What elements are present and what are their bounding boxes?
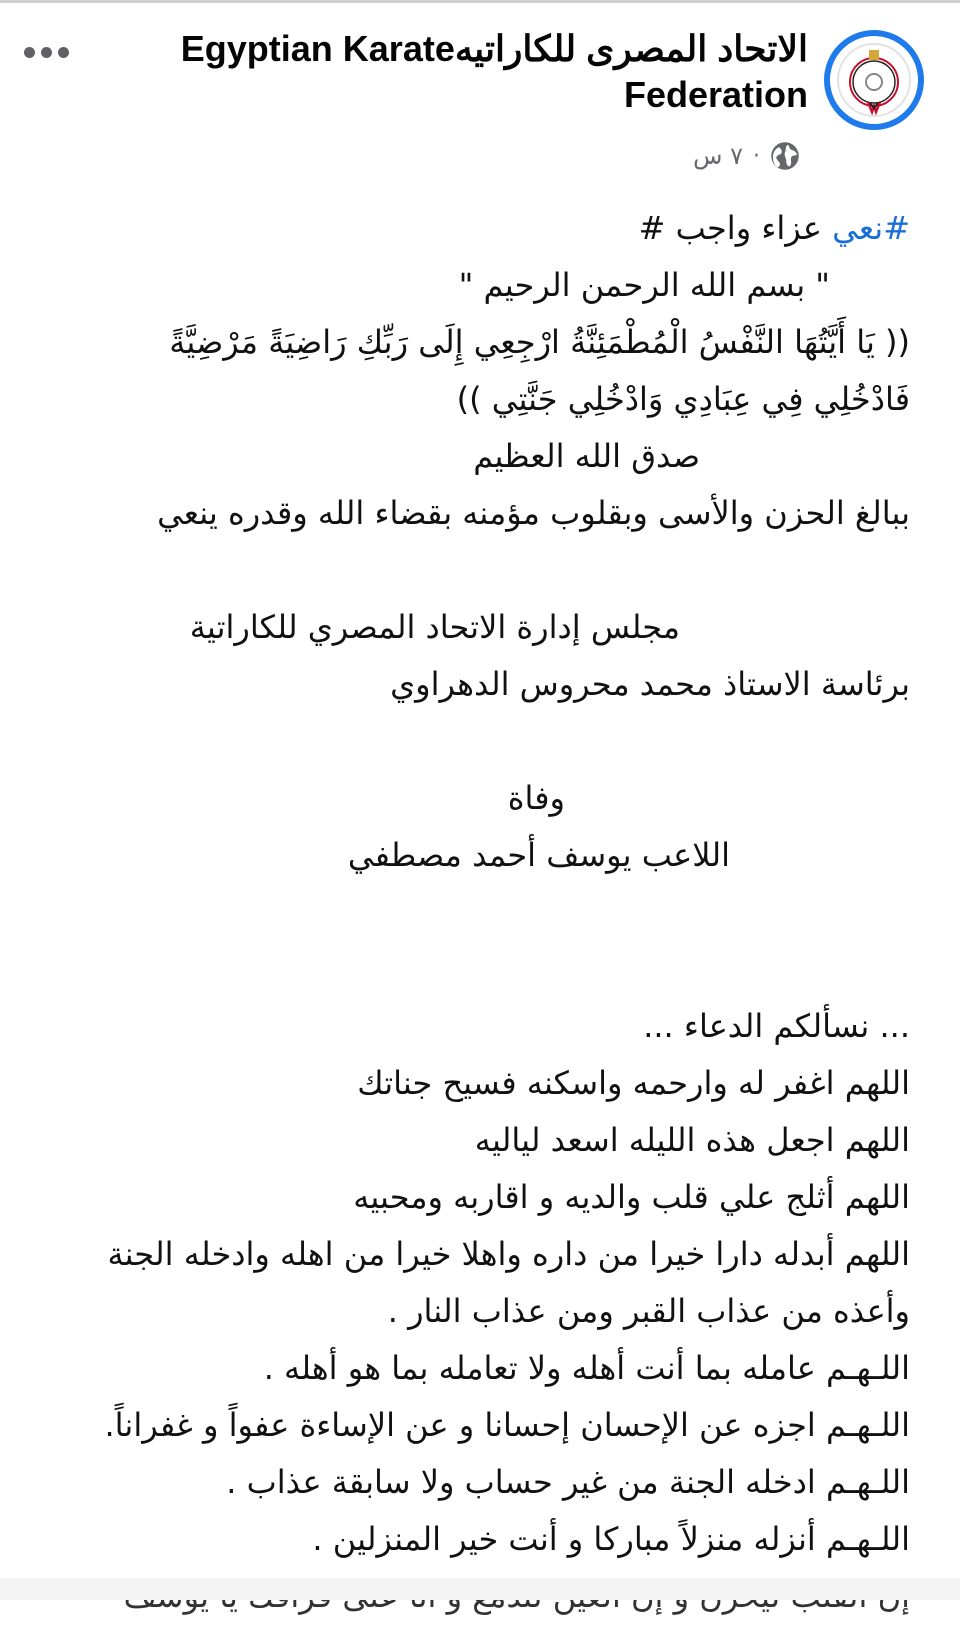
title-text: عزاء واجب # (638, 209, 833, 247)
spacer (30, 941, 910, 998)
more-horizontal-icon (58, 47, 69, 58)
prayer-line: اللهم أثلج علي قلب والديه و اقاربه ومحبيه (353, 1178, 910, 1216)
hashtag-link[interactable]: #نعي (832, 209, 910, 247)
bottom-edge (0, 1578, 960, 1600)
wafat-line: وفاة (507, 779, 565, 817)
page-name-link[interactable]: الاتحاد المصرى للكاراتيهEgyptian Karate Federation (180, 28, 808, 115)
post-meta (693, 138, 800, 174)
avatar[interactable] (824, 30, 924, 130)
sadaq-line: صدق الله العظيم (473, 437, 700, 475)
more-options-button[interactable] (24, 40, 74, 64)
post-text (30, 200, 910, 1625)
spacer (30, 542, 910, 599)
meta-separator: · (753, 143, 760, 169)
player-name-line: اللاعب يوسف أحمد مصطفي (347, 836, 730, 874)
council-line: مجلس إدارة الاتحاد المصري للكاراتية (189, 608, 680, 646)
spacer (30, 713, 910, 770)
prayer-line: اللـهـم عامله بما أنت أهله ولا تعامله بما هو أهله . (263, 1349, 910, 1387)
spacer (30, 884, 910, 941)
timestamp-link[interactable]: ٧ س (693, 142, 743, 170)
post-header (0, 0, 960, 190)
post-title-line (30, 200, 910, 257)
more-horizontal-icon (24, 47, 35, 58)
prayer-line: وأعذه من عذاب القبر ومن عذاب النار . (387, 1292, 910, 1330)
prayer-line: اللـهـم اجزه عن الإحسان إحسانا و عن الإساءة عفواً و غفراناً. (104, 1406, 910, 1444)
more-horizontal-icon (41, 47, 52, 58)
federation-logo-icon (834, 40, 914, 120)
prayer-line: اللـهـم أنزله منزلاً مباركا و أنت خير المنزلين . (312, 1520, 910, 1558)
globe-icon[interactable] (770, 141, 800, 171)
president-line: برئاسة الاستاذ محمد محروس الدهراوي (390, 665, 910, 703)
basmala: " بسم الله الرحمن الرحيم " (458, 266, 830, 304)
ask-dua-line: ... نسألكم الدعاء ... (643, 1007, 910, 1045)
prayer-line: اللهم اجعل هذه الليله اسعد لياليه (474, 1121, 910, 1159)
announcement-line: ببالغ الحزن والأسى وبقلوب مؤمنه بقضاء الله وقدره ينعي (157, 494, 910, 532)
prayer-line: اللـهـم ادخله الجنة من غير حساب ولا سابقة عذاب . (226, 1463, 910, 1501)
prayer-line: اللهم أبدله دارا خيرا من داره واهلا خيرا من اهله وادخله الجنة (107, 1235, 910, 1273)
verse-line-2: فَادْخُلِي فِي عِبَادِي وَادْخُلِي جَنَّتِي )) (456, 380, 910, 418)
prayer-line: اللهم اغفر له وارحمه واسكنه فسيح جناتك (357, 1064, 910, 1102)
verse-line-1: (( يَا أَيَّتُهَا النَّفْسُ الْمُطْمَئِنَّةُ ارْجِعِي إِلَى رَبِّكِ رَاضِيَةً مَرْضِيَّةً (169, 323, 910, 361)
